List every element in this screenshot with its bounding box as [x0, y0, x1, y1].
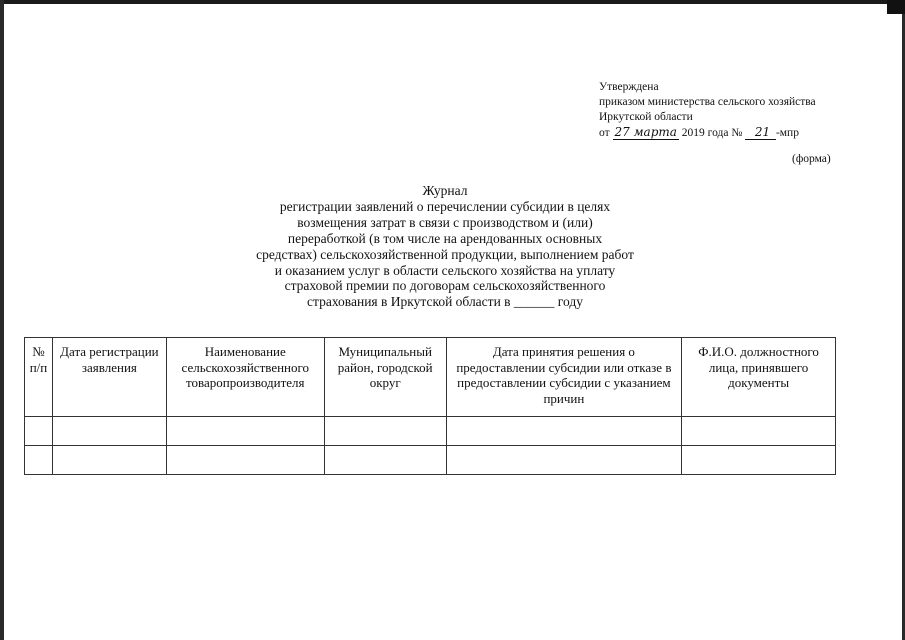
- title-line: страхования в Иркутской области в ______ году: [307, 294, 583, 310]
- column-header-decision-date: Дата принятия решения о предоставлении субсидии или отказе в предоставлении субсидии с указанием причин: [446, 338, 682, 417]
- title-line: переработкой (в том числе на арендованных основных: [287, 230, 603, 246]
- column-header-number: № п/п: [25, 338, 53, 417]
- column-header-district: Муниципальный район, городской округ: [324, 338, 446, 417]
- document-title: [225, 183, 665, 310]
- form-label: (форма): [792, 153, 831, 165]
- handwritten-date: 27 марта: [614, 125, 677, 139]
- table-cell: [446, 417, 682, 446]
- handwritten-number: [745, 125, 776, 140]
- scan-edge-left: [0, 0, 4, 640]
- title-heading: Журнал: [422, 183, 468, 198]
- title-line: и оказанием услуг в области сельского хозяйства на уплату: [274, 262, 616, 278]
- table-header-row: [25, 338, 836, 417]
- table-cell: [52, 417, 166, 446]
- table-cell: [52, 446, 166, 475]
- handwritten-number-value: 21: [754, 125, 771, 139]
- approval-line-1: Утверждена: [599, 81, 659, 93]
- table-cell: [324, 446, 446, 475]
- column-header-official-name: Ф.И.О. должностного лица, принявшего документы: [682, 338, 836, 417]
- column-header-producer-name: Наименование сельскохозяйственного товаропроизводителя: [166, 338, 324, 417]
- scan-corner: [887, 0, 905, 14]
- date-prefix: от: [599, 127, 610, 139]
- table-row: [25, 446, 836, 475]
- table-cell: [166, 417, 324, 446]
- approval-date-line: [599, 125, 816, 141]
- table-cell: [25, 417, 53, 446]
- title-line: страховой премии по договорам сельскохозяйственного: [284, 278, 606, 294]
- table-cell: [446, 446, 682, 475]
- scan-edge-top: [0, 0, 905, 4]
- table-row: [25, 417, 836, 446]
- table-cell: [25, 446, 53, 475]
- approval-block: [599, 80, 816, 141]
- title-line: возмещения затрат в связи с производством и (или): [297, 214, 593, 230]
- table-cell: [166, 446, 324, 475]
- table-cell: [682, 417, 836, 446]
- approval-line-3: Иркутской области: [599, 111, 693, 123]
- number-suffix: -мпр: [775, 127, 799, 139]
- table-cell: [324, 417, 446, 446]
- title-line: средствах) сельскохозяйственной продукции, выполнением работ: [256, 246, 634, 262]
- year-text: 2019 года №: [681, 127, 743, 139]
- table-cell: [682, 446, 836, 475]
- title-line: регистрации заявлений о перечислении субсидии в целях: [279, 198, 611, 214]
- column-header-registration-date: Дата регистрации заявления: [52, 338, 166, 417]
- journal-table: [24, 337, 836, 475]
- approval-line-2: приказом министерства сельского хозяйства: [599, 96, 816, 108]
